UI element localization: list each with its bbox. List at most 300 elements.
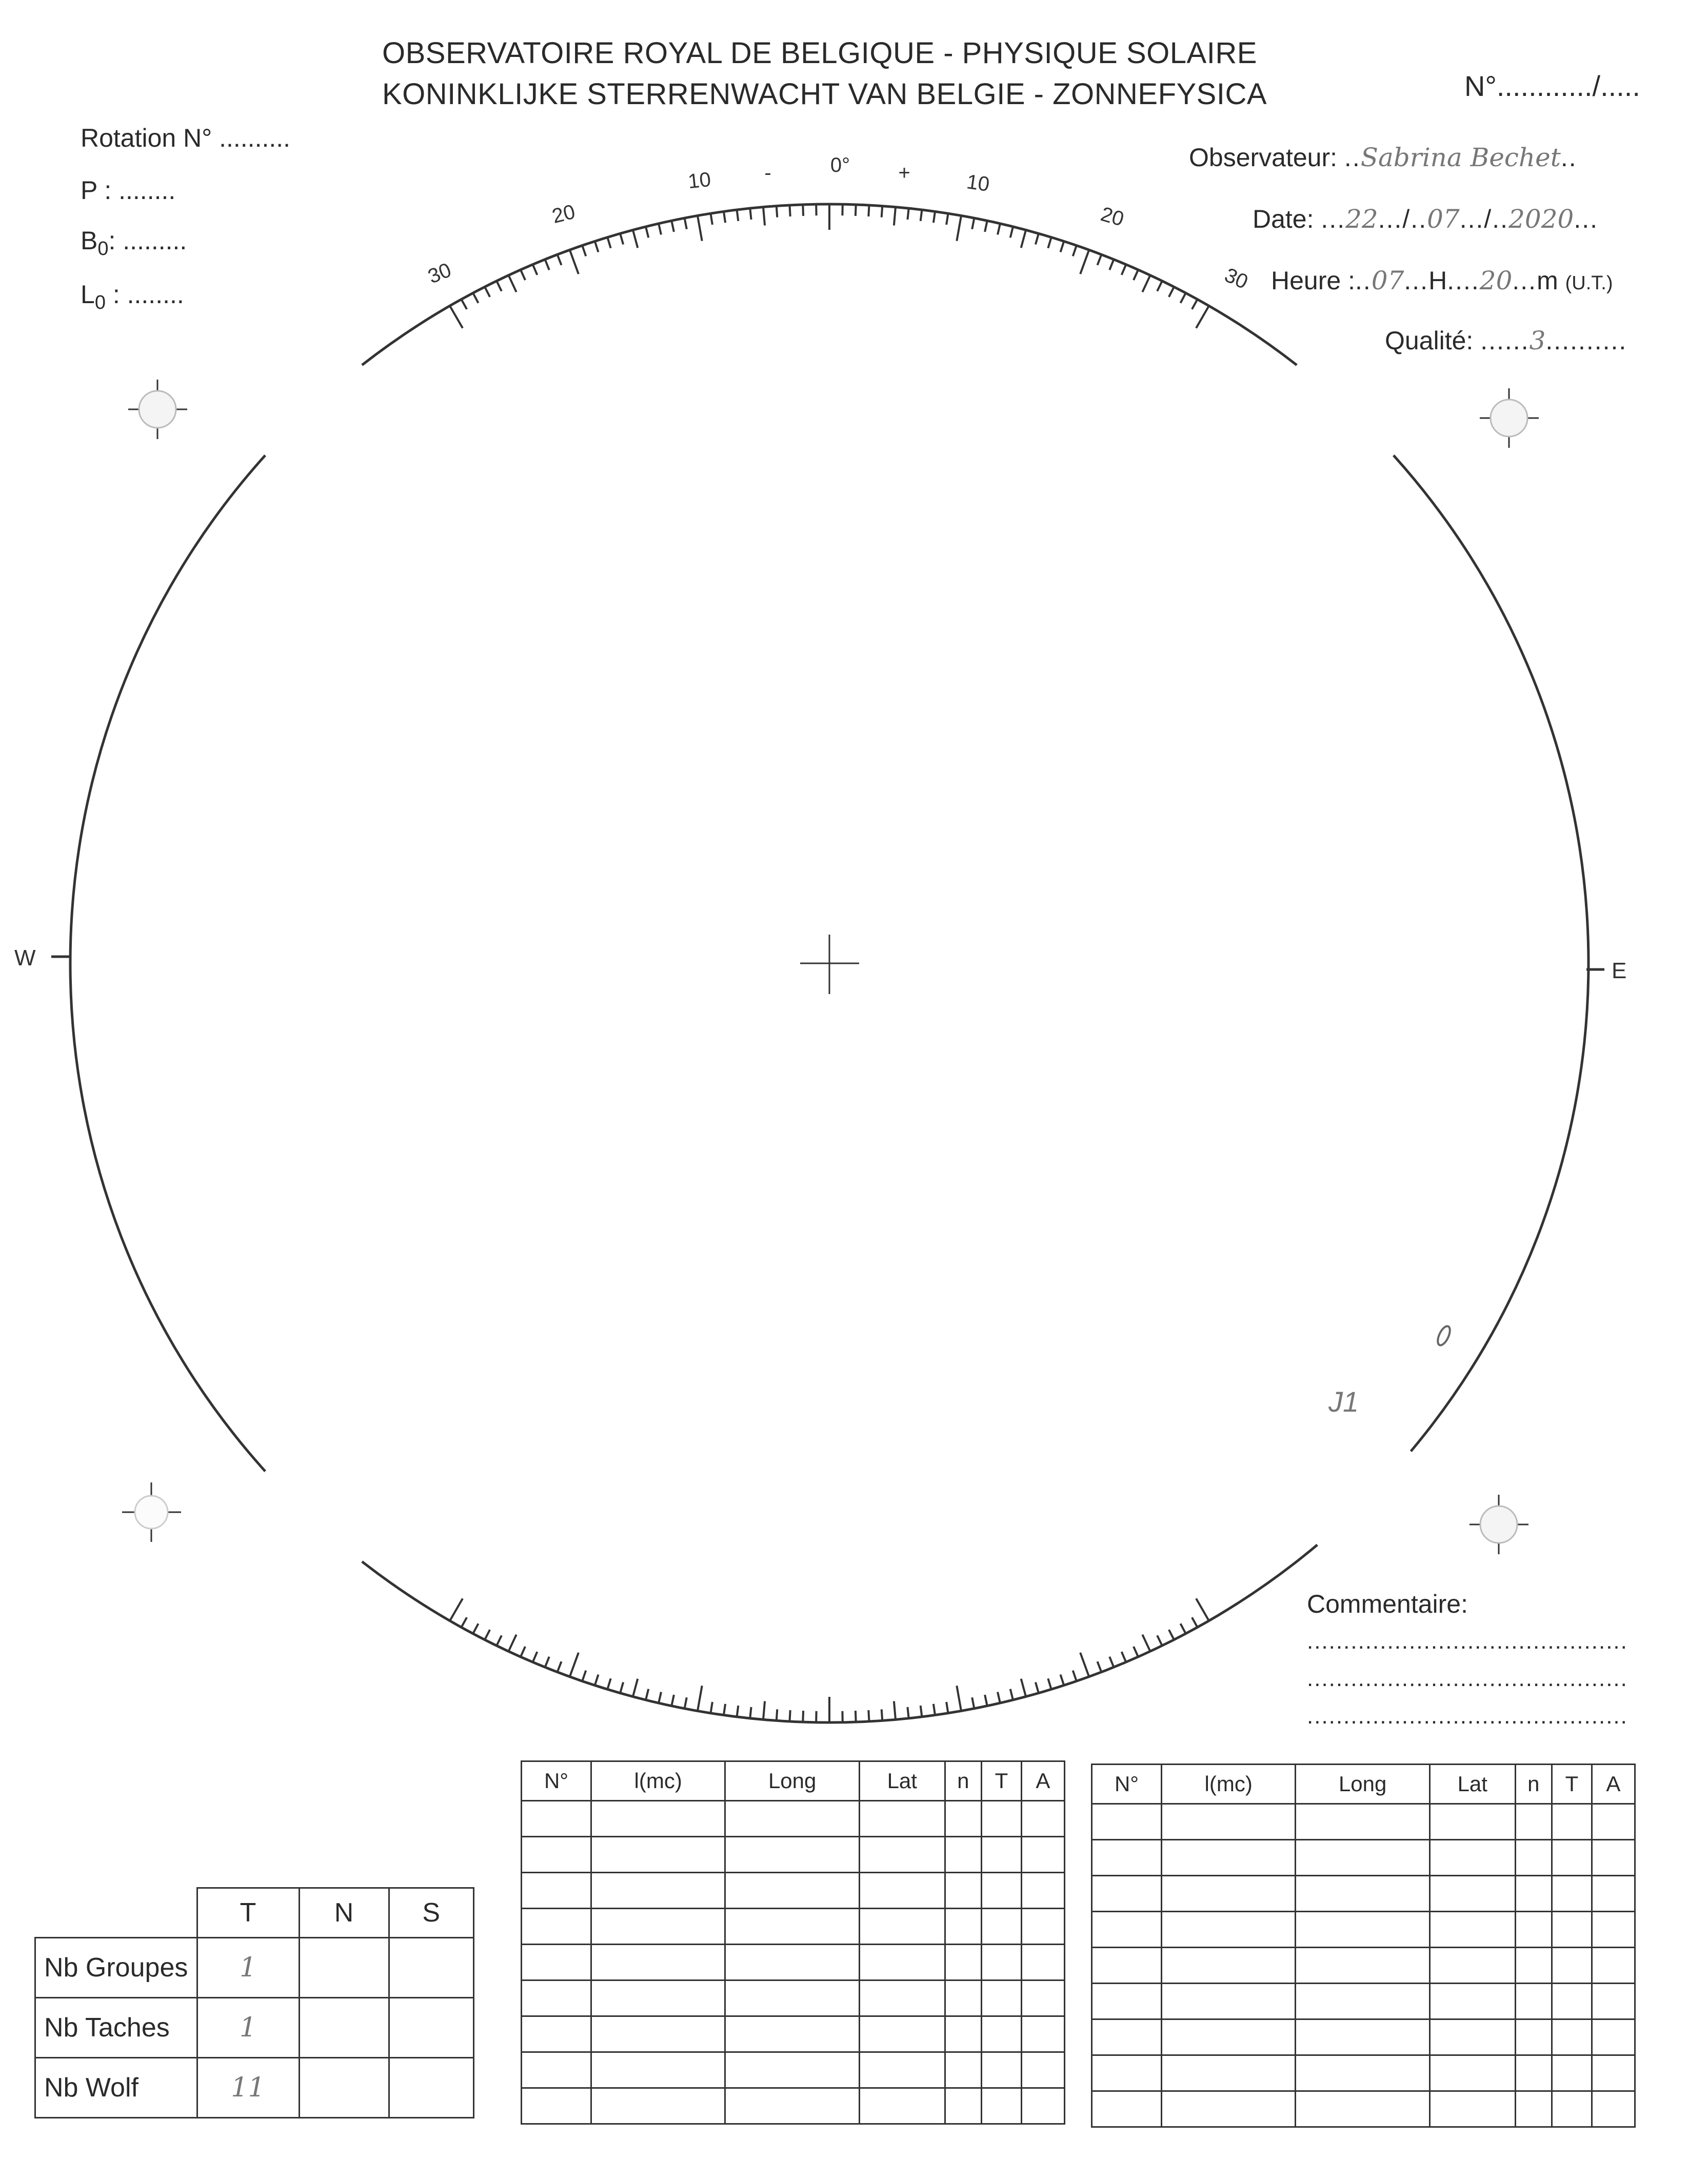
scale-tick [1157, 281, 1162, 291]
scale-tick [473, 293, 478, 303]
group-table-cell[interactable] [1162, 1804, 1296, 1840]
quality-field[interactable]: Qualité: ......3.......... [1385, 326, 1627, 355]
group-table-cell[interactable] [591, 1873, 725, 1909]
scale-tick [485, 1630, 490, 1640]
group-table-cell[interactable] [1592, 1840, 1635, 1876]
scale-tick [907, 1707, 908, 1718]
east-label: E [1612, 958, 1627, 983]
group-table-cell[interactable] [1429, 1948, 1515, 1984]
group-table-cell[interactable] [522, 1873, 591, 1909]
wolf-north[interactable] [299, 2058, 389, 2118]
sheet-number-field[interactable]: N°............/..... [1464, 70, 1640, 102]
comment-line-3[interactable]: ............................................ [1307, 1703, 1628, 1729]
scale-tick [737, 210, 739, 221]
p-angle-field[interactable]: P : ........ [81, 176, 176, 205]
group-table-cell[interactable] [945, 1945, 982, 1980]
group-col-header: l(mc) [591, 1761, 725, 1801]
scale-tick [1169, 287, 1174, 297]
group-table-cell[interactable] [1162, 1840, 1296, 1876]
scale-tick [1080, 1653, 1089, 1677]
group-table-cell[interactable] [1515, 1840, 1552, 1876]
title-french: OBSERVATOIRE ROYAL DE BELGIQUE - PHYSIQUE SOLAIRE [382, 36, 1257, 70]
group-table-cell[interactable] [1552, 1840, 1592, 1876]
group-table-cell[interactable] [1021, 1980, 1064, 2016]
comment-line-2[interactable]: ............................................ [1307, 1666, 1628, 1691]
group-table-cell[interactable] [1515, 1804, 1552, 1840]
group-table-cell[interactable] [859, 1909, 945, 1945]
scale-tick [737, 1706, 739, 1717]
group-table-cell[interactable] [945, 1837, 982, 1873]
summary-col-n: N [299, 1888, 389, 1938]
scale-tick [882, 206, 883, 217]
group-table-row [1092, 2091, 1635, 2127]
group-table-cell[interactable] [1162, 1984, 1296, 2019]
group-table-cell[interactable] [591, 1980, 725, 2016]
group-table-row [522, 1909, 1065, 1945]
group-table-cell[interactable] [982, 1909, 1022, 1945]
group-table-cell[interactable] [1021, 1945, 1064, 1980]
time-label: Heure : [1271, 266, 1355, 295]
group-table-row [522, 1873, 1065, 1909]
group-table-cell[interactable] [945, 2052, 982, 2088]
scale-tick [1048, 237, 1051, 248]
group-table-cell[interactable] [591, 1945, 725, 1980]
scale-tick [1061, 1675, 1064, 1686]
group-table-cell[interactable] [1092, 1876, 1162, 1912]
scale-tick [1196, 306, 1209, 328]
scale-tick [545, 260, 549, 270]
scale-tick [957, 216, 961, 241]
scale-tick [907, 208, 908, 220]
group-table-cell[interactable] [982, 1980, 1022, 2016]
scale-tick [921, 210, 922, 221]
scale-tick [777, 206, 778, 217]
group-table-cell[interactable] [859, 1837, 945, 1873]
group-table-cell[interactable] [1515, 1984, 1552, 2019]
group-table-cell[interactable] [1592, 2055, 1635, 2091]
observer-value: Sabrina Bechet [1360, 143, 1561, 172]
group-table-cell[interactable] [591, 2088, 725, 2124]
group-col-header: A [1592, 1765, 1635, 1804]
group-table-cell[interactable] [1162, 2055, 1296, 2091]
group-table-row [1092, 2055, 1635, 2091]
group-table-cell[interactable] [982, 1837, 1022, 1873]
group-table-cell[interactable] [1296, 1948, 1430, 1984]
group-table-row [1092, 2019, 1635, 2055]
scale-tick [533, 1652, 538, 1662]
registration-mark-bottom-right [1469, 1495, 1528, 1554]
group-table-cell[interactable] [1592, 2019, 1635, 2055]
group-table-cell[interactable] [1021, 2088, 1064, 2124]
group-table-row [1092, 1912, 1635, 1948]
scale-tick [1021, 230, 1026, 248]
scale-tick [894, 207, 896, 226]
scale-tick [724, 211, 725, 223]
scale-tick [521, 1647, 525, 1657]
l0-dots: : ........ [105, 280, 184, 309]
group-table-cell[interactable] [522, 1980, 591, 2016]
scale-tick [711, 213, 712, 225]
scale-tick [1122, 1652, 1126, 1662]
group-table-cell[interactable] [1592, 1804, 1635, 1840]
scale-tick [934, 1704, 935, 1715]
group-table-cell[interactable] [725, 1837, 860, 1873]
summary-row-label: Nb Wolf [35, 2058, 197, 2118]
scale-tick [1134, 1647, 1138, 1657]
group-table-cell[interactable] [859, 2016, 945, 2052]
l0-subscript: 0 [94, 292, 106, 313]
summary-col-t: T [197, 1888, 299, 1938]
group-col-header: N° [1092, 1765, 1162, 1804]
scale-tick [934, 211, 935, 223]
group-table-cell[interactable] [522, 1837, 591, 1873]
group-table-cell[interactable] [1592, 1876, 1635, 1912]
group-table-cell[interactable] [1429, 1876, 1515, 1912]
scale-tick [1169, 1630, 1174, 1640]
group-table-cell[interactable] [1515, 1912, 1552, 1948]
group-table-cell[interactable] [1552, 1804, 1592, 1840]
group-table-cell[interactable] [982, 2052, 1022, 2088]
group-table-cell[interactable] [1296, 1912, 1430, 1948]
group-table-cell[interactable] [522, 2088, 591, 2124]
group-table-cell[interactable] [1552, 1912, 1592, 1948]
group-table-cell[interactable] [859, 1945, 945, 1980]
group-table-cell[interactable] [1552, 2091, 1592, 2127]
time-m-label: m [1537, 266, 1558, 295]
group-table-cell[interactable] [1021, 2016, 1064, 2052]
comment-label: Commentaire: [1307, 1590, 1468, 1618]
group-table-cell[interactable] [1429, 1912, 1515, 1948]
scale-tick [1192, 1617, 1198, 1627]
scale-tick [985, 1695, 987, 1706]
scale-tick [462, 300, 467, 309]
group-table-cell[interactable] [982, 1945, 1022, 1980]
group-table-cell[interactable] [591, 1801, 725, 1837]
scale-tick [777, 1709, 778, 1720]
summary-row-spots [35, 1998, 474, 2058]
b0-subscript: 0 [97, 238, 109, 260]
group-table-cell[interactable] [1021, 1801, 1064, 1837]
group-table-cell[interactable] [1296, 1804, 1430, 1840]
group-table-cell[interactable] [1296, 2055, 1430, 2091]
scale-tick [998, 224, 1000, 235]
group-table-cell[interactable] [591, 1837, 725, 1873]
group-table-cell[interactable] [1296, 1840, 1430, 1876]
group-col-header: T [1552, 1765, 1592, 1804]
scale-label-right-30: 30 [1221, 263, 1252, 294]
group-table-cell[interactable] [725, 1945, 860, 1980]
group-table-cell[interactable] [1552, 1876, 1592, 1912]
date-field[interactable]: Date: ...22.../..07.../..2020... [1253, 204, 1599, 234]
group-table-cell[interactable] [1296, 1984, 1430, 2019]
scale-tick [646, 1689, 648, 1700]
group-table-cell[interactable] [725, 2088, 860, 2124]
groups-south[interactable] [389, 1938, 474, 1998]
group-table-cell[interactable] [1092, 2091, 1162, 2127]
group-table-cell[interactable] [1162, 2019, 1296, 2055]
title-dutch: KONINKLIJKE STERRENWACHT VAN BELGIE - ZONNEFYSICA [382, 77, 1267, 111]
group-col-header: l(mc) [1162, 1765, 1296, 1804]
group-table-cell[interactable] [1021, 2052, 1064, 2088]
scale-tick [671, 1695, 674, 1706]
group-table-cell[interactable] [522, 2052, 591, 2088]
scale-tick [485, 287, 490, 297]
group-table-cell[interactable] [591, 2016, 725, 2052]
group-table-cell[interactable] [1429, 2091, 1515, 2127]
group-table-row [522, 1837, 1065, 1873]
group-table-left [521, 1760, 1065, 2125]
time-minutes: 20 [1479, 266, 1513, 295]
scale-tick [607, 1678, 610, 1689]
scale-tick [595, 241, 599, 252]
group-table-cell[interactable] [859, 2088, 945, 2124]
wolf-south[interactable] [389, 2058, 474, 2118]
group-table-cell[interactable] [859, 1873, 945, 1909]
observer-field[interactable]: Observateur: ..Sabrina Bechet.. [1189, 143, 1577, 172]
scale-tick [882, 1709, 883, 1720]
group-table-cell[interactable] [982, 2016, 1022, 2052]
time-ut-label: (U.T.) [1565, 272, 1613, 294]
group-col-header: Long [1296, 1765, 1430, 1804]
group-col-header: n [1515, 1765, 1552, 1804]
group-table-row [1092, 1876, 1635, 1912]
scale-label-left-20: 20 [549, 200, 578, 228]
group-table-cell[interactable] [725, 2016, 860, 2052]
scale-label-right-10: 10 [965, 170, 991, 196]
group-table-cell[interactable] [1092, 1804, 1162, 1840]
scale-tick [946, 213, 948, 225]
scale-tick [698, 216, 702, 241]
date-year: 2020 [1508, 204, 1574, 234]
scale-tick [570, 250, 579, 274]
group-table-cell[interactable] [1162, 1912, 1296, 1948]
scale-tick [545, 1657, 549, 1667]
group-table-cell[interactable] [1162, 1948, 1296, 1984]
scale-tick [1036, 233, 1039, 244]
group-table-cell[interactable] [1552, 2019, 1592, 2055]
summary-row-label: Nb Groupes [35, 1938, 197, 1998]
group-table-cell[interactable] [522, 1801, 591, 1837]
group-table-cell[interactable] [945, 2088, 982, 2124]
group-table-cell[interactable] [1092, 1984, 1162, 2019]
group-table-cell[interactable] [1162, 2091, 1296, 2127]
scale-tick [1048, 1678, 1051, 1689]
group-table-cell[interactable] [1592, 2091, 1635, 2127]
spots-total[interactable]: 1 [197, 1998, 299, 2058]
group-table-cell[interactable] [1552, 2055, 1592, 2091]
group-table-cell[interactable] [859, 1980, 945, 2016]
scale-tick [685, 218, 687, 229]
registration-mark-top-right [1480, 388, 1539, 448]
group-table-cell[interactable] [1021, 1837, 1064, 1873]
group-table-cell[interactable] [945, 2016, 982, 2052]
group-table-cell[interactable] [1515, 1948, 1552, 1984]
group-table-cell[interactable] [1429, 2055, 1515, 2091]
scale-label-right-20: 20 [1098, 203, 1127, 231]
scale-tick [496, 1635, 502, 1646]
scale-tick [659, 1692, 661, 1703]
scale-tick [1109, 260, 1114, 270]
scale-tick [450, 306, 463, 328]
scale-tick [570, 1653, 579, 1677]
rotation-field[interactable]: Rotation N° .......... [81, 124, 291, 152]
scale-tick [921, 1706, 922, 1717]
scale-tick [763, 207, 765, 226]
quality-value: 3 [1529, 326, 1546, 355]
time-hour: 07 [1371, 266, 1404, 295]
registration-mark-top-left [128, 380, 187, 439]
group-table-cell[interactable] [982, 1873, 1022, 1909]
group-table-cell[interactable] [945, 1909, 982, 1945]
group-table-cell[interactable] [1515, 2019, 1552, 2055]
group-table-cell[interactable] [1552, 1984, 1592, 2019]
group-table-cell[interactable] [1429, 1984, 1515, 2019]
west-label: W [14, 945, 36, 970]
bottom-degree-scale [450, 1598, 1209, 1722]
group-table-cell[interactable] [1296, 2019, 1430, 2055]
scale-tick [724, 1704, 725, 1715]
group-col-header: Lat [1429, 1765, 1515, 1804]
group-table-row [1092, 1948, 1635, 1984]
scale-tick [659, 224, 661, 235]
group-table-cell[interactable] [1515, 2055, 1552, 2091]
comment-line-1[interactable]: ............................................ [1307, 1629, 1628, 1654]
group-col-header: T [982, 1761, 1022, 1801]
scale-tick [750, 208, 751, 220]
scale-tick [763, 1701, 765, 1720]
summary-table [34, 1887, 474, 2118]
group-table-cell[interactable] [1552, 1948, 1592, 1984]
group-table-cell[interactable] [725, 1980, 860, 2016]
scale-tick [582, 246, 586, 256]
group-table-cell[interactable] [522, 1909, 591, 1945]
group-table-cell[interactable] [1592, 1984, 1635, 2019]
scale-tick [868, 1710, 869, 1721]
group-table-cell[interactable] [859, 1801, 945, 1837]
quality-label: Qualité: [1385, 326, 1474, 355]
scale-tick [1080, 250, 1089, 274]
scale-tick [685, 1697, 687, 1709]
scale-tick [698, 1686, 702, 1711]
date-day: 22 [1345, 204, 1378, 234]
group-table-cell[interactable] [522, 2016, 591, 2052]
scale-tick [582, 1671, 586, 1681]
group-table-cell[interactable] [1092, 1912, 1162, 1948]
spots-south[interactable] [389, 1998, 474, 2058]
group-table-right [1091, 1764, 1636, 2128]
groups-total[interactable]: 1 [197, 1938, 299, 1998]
group-table-cell[interactable] [725, 1909, 860, 1945]
sunspot-sketch [1435, 1324, 1452, 1347]
scale-tick [1098, 254, 1102, 265]
time-field[interactable]: Heure :..07...H....20...m (U.T.) [1271, 266, 1613, 295]
group-table-cell[interactable] [1515, 1876, 1552, 1912]
top-scale-labels [425, 154, 1251, 293]
scale-tick [633, 230, 638, 248]
scale-tick [462, 1617, 467, 1627]
scale-tick [558, 1661, 562, 1672]
scale-tick [1142, 1635, 1150, 1652]
group-table-cell[interactable] [522, 1945, 591, 1980]
group-table-cell[interactable] [725, 2052, 860, 2088]
group-table-cell[interactable] [591, 2052, 725, 2088]
b0-dots: : ......... [108, 226, 187, 255]
scale-plus-sign: + [898, 162, 910, 184]
scale-tick [957, 1686, 961, 1711]
scale-tick [509, 275, 517, 292]
scale-tick [1181, 1623, 1186, 1634]
group-table-cell[interactable] [1296, 1876, 1430, 1912]
scale-tick [620, 233, 623, 244]
group-table-cell[interactable] [725, 1873, 860, 1909]
group-table-row [1092, 1840, 1635, 1876]
group-table-cell[interactable] [945, 1873, 982, 1909]
group-table-row [1092, 1804, 1635, 1840]
group-table-cell[interactable] [725, 1801, 860, 1837]
registration-mark-bottom-left [122, 1482, 181, 1542]
spots-north[interactable] [299, 1998, 389, 2058]
summary-col-s: S [389, 1888, 474, 1938]
scale-tick [521, 270, 525, 280]
time-h-label: H [1428, 266, 1447, 295]
group-table-cell[interactable] [1021, 1909, 1064, 1945]
group-table-cell[interactable] [1429, 1840, 1515, 1876]
scale-tick [1157, 1635, 1162, 1646]
group-table-cell[interactable] [982, 2088, 1022, 2124]
group-table-cell[interactable] [859, 2052, 945, 2088]
summary-row-groups [35, 1938, 474, 1998]
scale-tick [750, 1707, 751, 1718]
scale-tick [1036, 1682, 1039, 1693]
group-table-row [522, 2052, 1065, 2088]
wolf-total[interactable]: 11 [197, 2058, 299, 2118]
group-table-cell[interactable] [1092, 2019, 1162, 2055]
group-table-cell[interactable] [1092, 1948, 1162, 1984]
group-table-row [522, 1980, 1065, 2016]
scale-tick [1010, 227, 1013, 237]
group-table-cell[interactable] [945, 1801, 982, 1837]
group-table-cell[interactable] [1092, 1840, 1162, 1876]
scale-tick [450, 1598, 463, 1620]
scale-label-left-10: 10 [687, 168, 712, 193]
group-table-cell[interactable] [1092, 2055, 1162, 2091]
group-table-cell[interactable] [1592, 1948, 1635, 1984]
date-month: 07 [1427, 204, 1460, 234]
group-table-row [522, 2016, 1065, 2052]
group-table-cell[interactable] [1429, 1804, 1515, 1840]
group-table-cell[interactable] [1515, 2091, 1552, 2127]
group-table-cell[interactable] [1162, 1876, 1296, 1912]
scale-tick [533, 265, 538, 275]
scale-tick [985, 221, 987, 232]
group-table-cell[interactable] [1592, 1912, 1635, 1948]
scale-tick [868, 205, 869, 216]
scale-tick [595, 1675, 599, 1686]
group-table-cell[interactable] [591, 1909, 725, 1945]
scale-label-left-30: 30 [425, 259, 455, 288]
group-table-cell[interactable] [1296, 2091, 1430, 2127]
scale-tick [633, 1679, 638, 1697]
group-table-row [1092, 1984, 1635, 2019]
group-table-cell[interactable] [945, 1980, 982, 2016]
group-table-row [522, 1801, 1065, 1837]
group-table-cell[interactable] [1429, 2019, 1515, 2055]
group-table-cell[interactable] [1021, 1873, 1064, 1909]
groups-north[interactable] [299, 1938, 389, 1998]
group-table-cell[interactable] [982, 1801, 1022, 1837]
group-col-header: N° [522, 1761, 591, 1801]
scale-tick [1196, 1598, 1209, 1620]
